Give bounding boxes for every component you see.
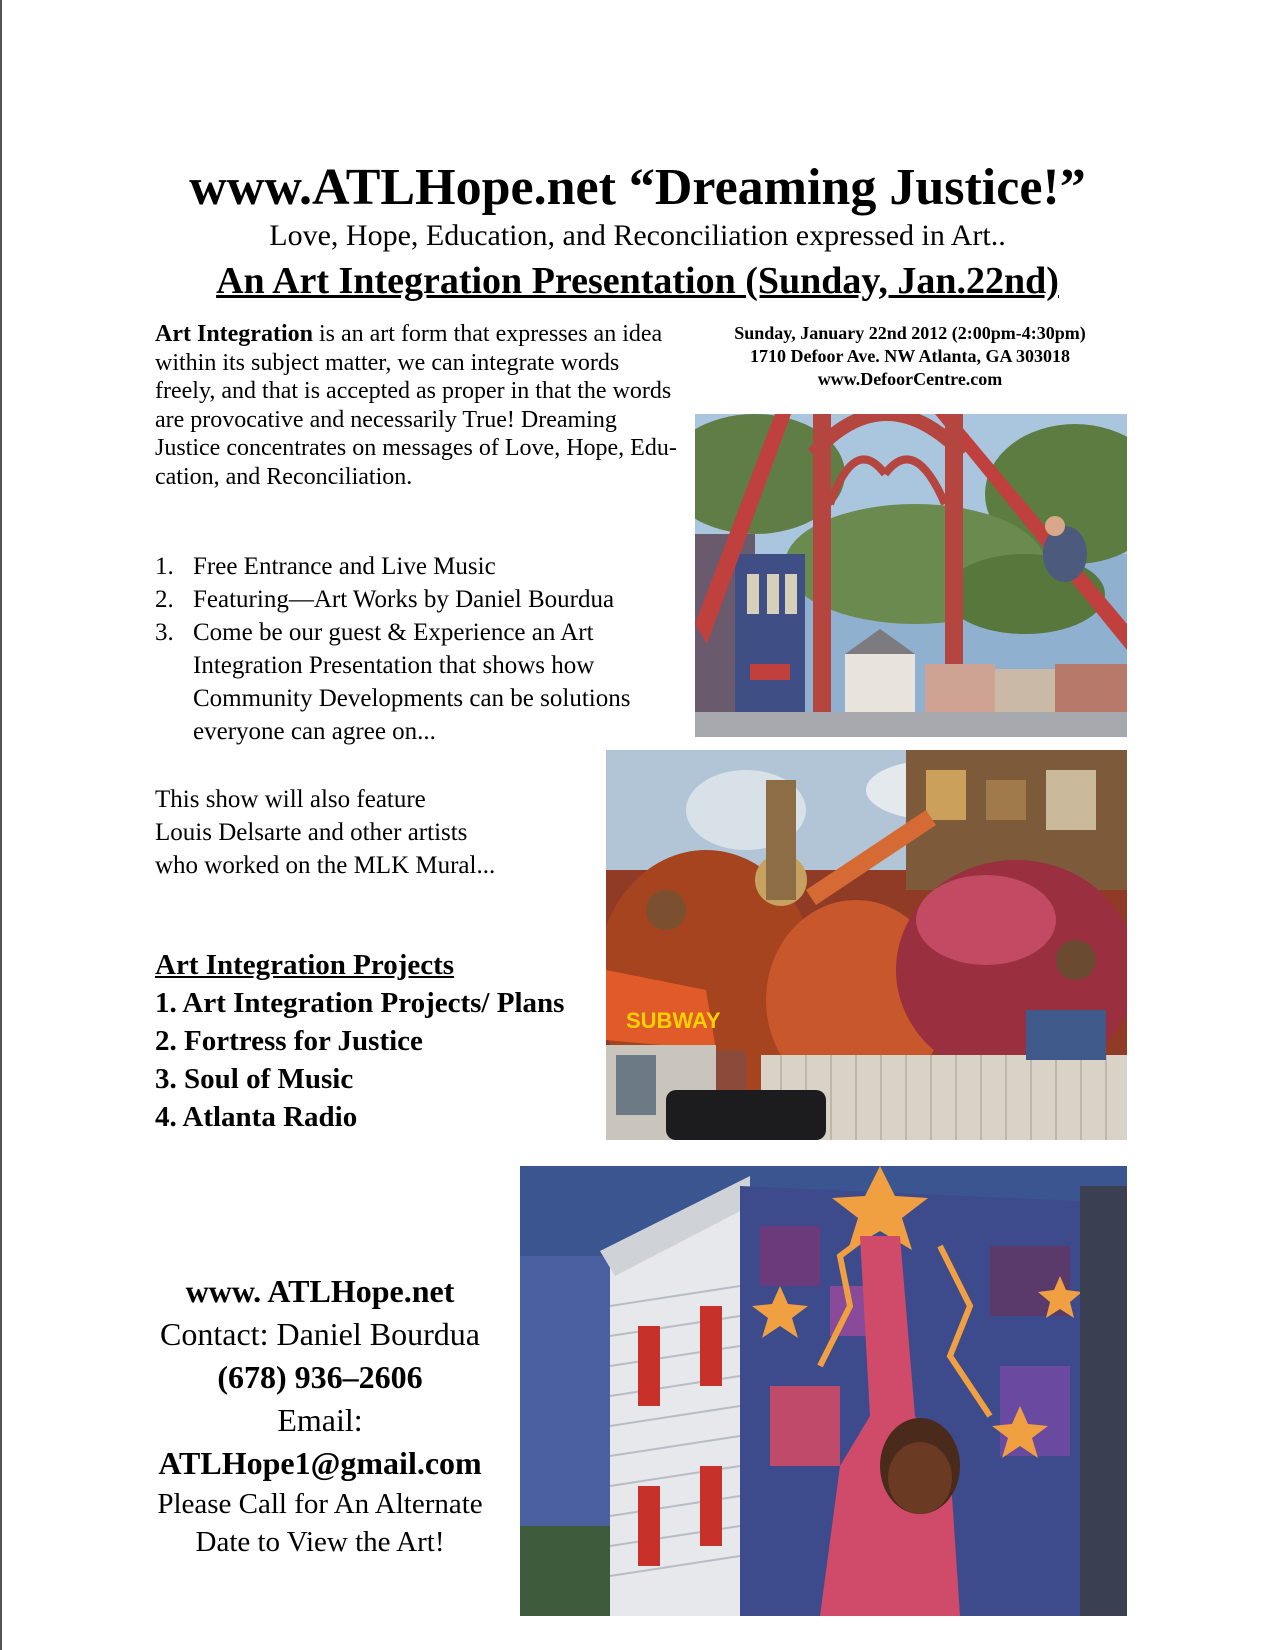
also-line: Louis Delsarte and other artists [155,819,468,846]
contact-block [120,1270,520,1561]
contact-email-label: Email: [277,1402,363,1438]
project-item: 4. Atlanta Radio [155,1101,358,1133]
contact-email: ATLHope1@gmail.com [158,1445,482,1481]
list-text: Featuring—Art Works by Daniel Bourdua [193,586,615,613]
projects-section [155,946,575,1136]
event-details [690,322,1130,391]
also-feature-text [155,783,575,882]
project-item: 3. Soul of Music [155,1063,354,1095]
mural-photo-stars [520,1166,1127,1616]
list-text: Come be our guest & Experience an Art Integration Presentation that shows how Community Developments can be solutions everyone can agree on... [193,619,631,745]
event-website: www.DefoorCentre.com [817,369,1003,389]
feature-list [155,550,695,748]
list-number: 2. [155,586,174,613]
contact-name: Contact: Daniel Bourdua [160,1316,480,1352]
list-item [155,616,695,748]
event-address: 1710 Defoor Ave. NW Atlanta, GA 303018 [750,346,1070,366]
contact-phone: (678) 936–2606 [217,1359,423,1395]
also-line: This show will also feature [155,786,426,813]
project-item: 1. Art Integration Projects/ Plans [155,987,565,1019]
list-number: 1. [155,553,174,580]
list-item [155,550,695,583]
event-datetime: Sunday, January 22nd 2012 (2:00pm-4:30pm) [734,323,1086,343]
mural-photo-mlk [606,750,1127,1140]
list-item [155,583,695,616]
projects-heading: Art Integration Projects [155,949,455,981]
contact-website: www. ATLHope.net [185,1273,455,1309]
subway-sign: SUBWAY [626,1008,721,1033]
also-line: who worked on the MLK Mural... [155,852,496,879]
list-text: Free Entrance and Live Music [193,553,496,580]
mural-photo-tower [695,414,1127,737]
intro-body: is an art form that expresses an idea within its subject matter, we can integrate words freely, and that is accepted as proper in that the words are provocative and necessarily True! Dreaming Justice concentrates on messages of Love, Hope, Edu-cation, and Reconciliation. [155,321,677,490]
intro-paragraph [155,320,680,491]
tagline: Love, Hope, Education, and Reconciliation expressed in Art.. [269,219,1006,252]
project-item: 2. Fortress for Justice [155,1025,423,1057]
event-headline: An Art Integration Presentation (Sunday, Jan.22nd) [216,260,1059,302]
intro-lead: Art Integration [155,321,313,347]
list-number: 3. [155,619,174,646]
contact-note: Please Call for An Alternate [157,1488,483,1520]
page-title: www.ATLHope.net “Dreaming Justice!” [189,159,1086,216]
contact-note: Date to View the Art! [195,1526,445,1558]
